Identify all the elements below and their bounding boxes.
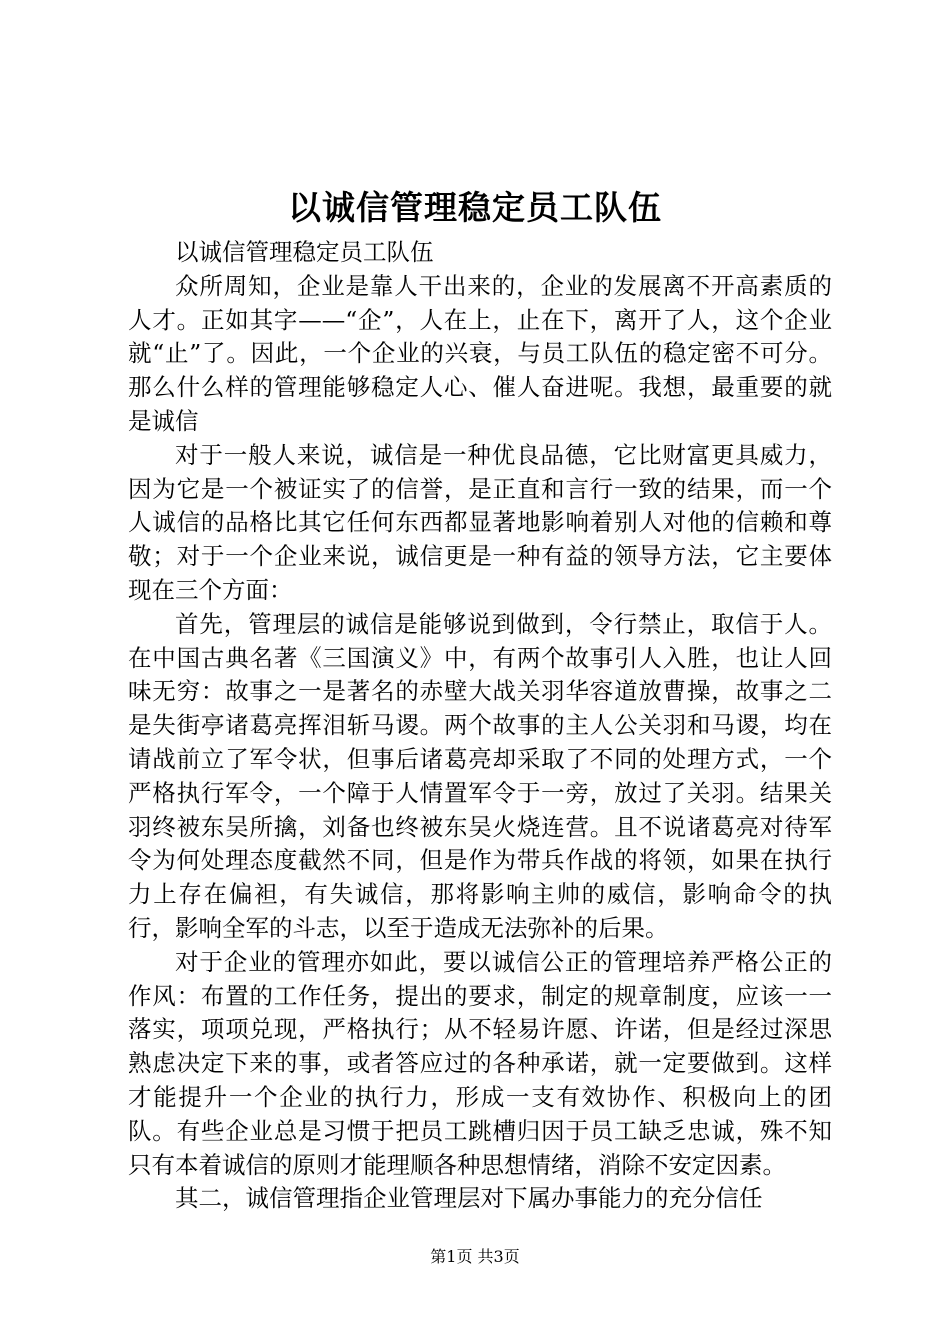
paragraph: 众所周知，企业是靠人干出来的，企业的发展离不开高素质的人才。正如其字——“企”，人在上，止在下，离开了人，这个企业就“止”了。因此，一个企业的兴衰，与员工队伍的稳定密不可分。那么什么样的管理能够稳定人心、催人奋进呢。我想，最重要的就是诚信 — [128, 271, 832, 435]
paragraph: 其二，诚信管理指企业管理层对下属办事能力的充分信任 — [175, 1184, 763, 1213]
paragraph: 首先，管理层的诚信是能够说到做到，令行禁止，取信于人。在中国古典名著《三国演义》中，有两个故事引人入胜，也让人回味无穷：故事之一是著名的赤壁大战关羽华容道放曹操，故事之二是失街亭诸葛亮挥泪斩马谡。两个故事的主人公关羽和马谡，均在请战前立了军令状，但事后诸葛亮却采取了不同的处理方式，一个严格执行军令，一个障于人情置军令于一旁，放过了关羽。结果关羽终被东吴所擒，刘备也终被东吴火烧连营。且不说诸葛亮对待军令为何处理态度截然不同，但是作为带兵作战的将领，如果在执行力上存在偏袒，有失诚信，那将影响主帅的威信，影响命令的执行，影响全军的斗志，以至于造成无法弥补的后果。 — [128, 609, 832, 942]
document-title: 以诚信管理稳定员工队伍 — [288, 188, 662, 227]
paragraph: 对于一般人来说，诚信是一种优良品德，它比财富更具威力，因为它是一个被证实了的信誉，是正直和言行一致的结果，而一个人诚信的品格比其它任何东西都显著地影响着别人对他的信赖和尊敬；对于一个企业来说，诚信更是一种有益的领导方法，它主要体现在三个方面： — [128, 440, 832, 604]
document-body — [128, 236, 832, 1216]
paragraph: 对于企业的管理亦如此，要以诚信公正的管理培养严格公正的作风：布置的工作任务，提出的要求，制定的规章制度，应该一一落实，项项兑现，严格执行；从不轻易许愿、许诺，但是经过深思熟虑决定下来的事，或者答应过的各种承诺，就一定要做到。这样才能提升一个企业的执行力，形成一支有效协作、积极向上的团队。有些企业总是习惯于把员工跳槽归因于员工缺乏忠诚，殊不知只有本着诚信的原则才能理顺各种思想情绪，消除不安定因素。 — [128, 947, 832, 1179]
page-footer — [0, 1246, 950, 1268]
page-number: 第1页 共3页 — [430, 1247, 520, 1266]
paragraph: 以诚信管理稳定员工队伍 — [175, 238, 434, 266]
